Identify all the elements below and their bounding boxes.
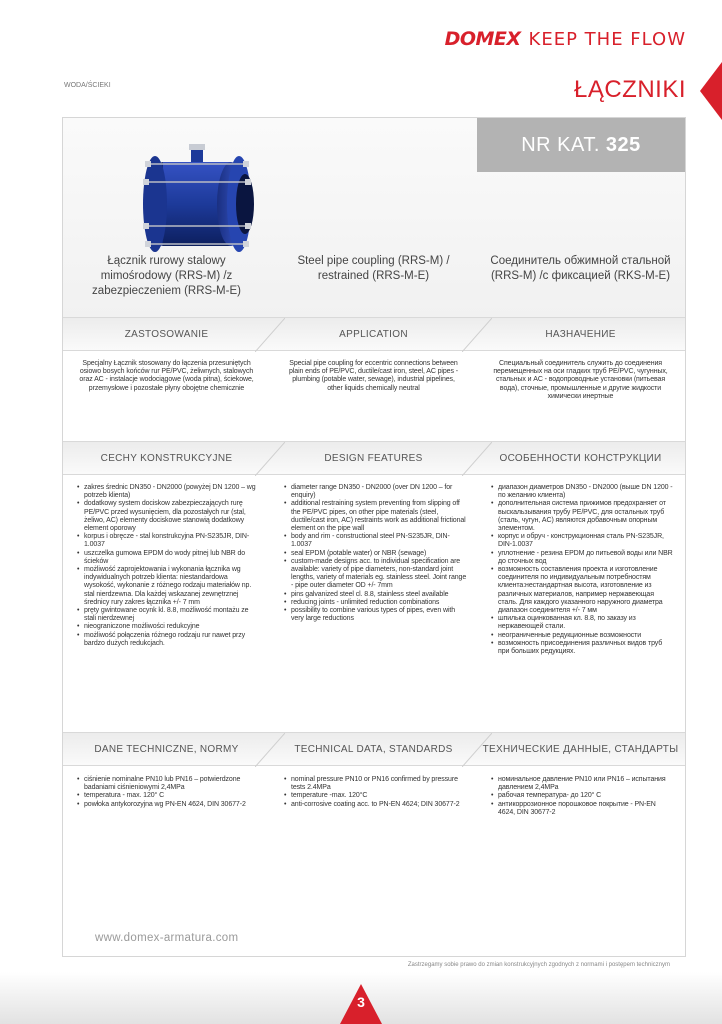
technical-title-ru: ТЕХНИЧЕСКИЕ ДАННЫЕ, СТАНДАРТЫ bbox=[482, 743, 679, 755]
design-header-band bbox=[63, 441, 685, 475]
disclaimer: Zastrzegamy sobie prawo do zmian konstrukcyjnych zgodnych z normami i postępem technicznym bbox=[407, 962, 670, 968]
list-item: • dodatkowy system dociskow zabezpieczających rurę PE/PVC przed wysunięciem, dla pozostałych rur (stal, żeliwo, AC) elementy dociskowe stanowią dodatkowy element oporowy bbox=[77, 500, 260, 533]
list-item: • additional restraining system preventing from slipping off the PE/PVC pipes, on other pipe materials (steel, ductile/cast iron, AC) restraints work as additional frictional element on the pipe wall bbox=[284, 500, 467, 533]
top-bar bbox=[0, 0, 722, 82]
product-name-en: Steel pipe coupling (RRS-M) / restrained (RRS-M-E) bbox=[297, 255, 450, 282]
technical-list-pl bbox=[77, 776, 260, 809]
list-item: • custom-made designs acc. to individual specification are available: variety of pipe diameters, non-standard joint lengths, variety of materials eg. stainless steel. Joint range - pipe outer diameter OD +/- 7mm bbox=[284, 558, 467, 591]
application-title-ru: НАЗНАЧЕНИЕ bbox=[545, 328, 616, 340]
brand-logo: DOMEX bbox=[444, 28, 521, 50]
list-item: • temperatura - max. 120° C bbox=[77, 792, 260, 800]
band-divider-icon bbox=[462, 733, 492, 767]
page-number: 3 bbox=[357, 994, 365, 1010]
band-divider-icon bbox=[462, 442, 492, 476]
list-item: • корпус и обруч - конструкционная сталь PN-S235JR, DIN-1.0037 bbox=[491, 533, 674, 549]
design-body bbox=[63, 478, 685, 656]
catalog-number-box bbox=[477, 118, 685, 172]
list-item: • диапазон диаметров DN350 - DN2000 (выше DN 1200 - по желанию клиента) bbox=[491, 484, 674, 500]
list-item: • pins galvanized steel cl. 8.8, stainless steel available bbox=[284, 591, 467, 599]
technical-header-band bbox=[63, 732, 685, 766]
application-text-ru: Специальный соединитель служить до соединения перемещенных на оси гладких труб PE/PVC, чугунных, стальных и AC - водопроводные установки (питьевая вода), сточные, промышленные и другие жидкости химически инертные bbox=[493, 360, 668, 400]
technical-title-pl: DANE TECHNICZNE, NORMY bbox=[94, 743, 239, 755]
list-item: • body and rim - constructional steel PN-S235JR, DIN-1.0037 bbox=[284, 533, 467, 549]
design-list-pl bbox=[77, 484, 260, 648]
band-divider-icon bbox=[255, 733, 285, 767]
technical-body bbox=[63, 770, 685, 817]
list-item: • zakres średnic DN350 - DN2000 (powyżej DN 1200 – wg potrzeb klienta) bbox=[77, 484, 260, 500]
list-item: • рабочая температура- до 120° C bbox=[491, 792, 674, 800]
list-item: • возможность составления проекта и изготовление соединителя по индивидуальным потребностям клиента:нестандартная высота, изготовление из различных материалов, например нержавеющая сталь. Для каждого указанного наружного диаметра диапазон соединителя +/- 7 мм bbox=[491, 566, 674, 615]
product-name-ru: Соединитель обжимной стальной (RRS-M) /с фиксацией (RKS-M-E) bbox=[490, 255, 671, 282]
band-divider-icon bbox=[462, 318, 492, 352]
brand bbox=[445, 28, 686, 50]
list-item: • uszczelka gumowa EPDM do wody pitnej lub NBR do ścieków bbox=[77, 550, 260, 566]
application-title-pl: ZASTOSOWANIE bbox=[124, 328, 209, 340]
application-text-en: Special pipe coupling for eccentric connections between plain ends of PE/PVC, ductile/cast iron, steel, AC pipes - plumbing (potable water, sewage), industrial pipelines, other liquids chemically neutral bbox=[289, 360, 458, 392]
list-item: • возможность присоединения различных видов труб при больших редукциях. bbox=[491, 640, 674, 656]
list-item: • możliwość połączenia różnego rodzaju rur nawet przy bardzo dużych redukcjach. bbox=[77, 632, 260, 648]
technical-list-en bbox=[284, 776, 467, 809]
design-list-ru bbox=[491, 484, 674, 656]
datasheet-card bbox=[62, 117, 686, 957]
website-link[interactable]: www.domex-armatura.com bbox=[95, 932, 239, 944]
application-header-band bbox=[63, 317, 685, 351]
list-item: • уплотнение - резина EPDM до питьевой воды или NBR до сточных вод bbox=[491, 550, 674, 566]
list-item: • możliwość zaprojektowania i wykonania łącznika wg indywidualnych potrzeb klienta: niestandardowa wysokość, wykonanie z różnego rodzaju materiałów np. stal nierdzewna. Dla każdej wskazanej zewnętrznej średnicy rury zakres łącznika +/- 7 mm bbox=[77, 566, 260, 607]
page-title: ŁĄCZNIKI bbox=[573, 76, 686, 103]
product-name-pl: Łącznik rurowy stalowy mimośrodowy (RRS-M) /z zabezpieczeniem (RRS-M-E) bbox=[92, 255, 241, 297]
list-item: • reducing joints - unlimited reduction combinations bbox=[284, 599, 467, 607]
side-tab-arrow-icon bbox=[700, 62, 722, 120]
brand-tagline: KEEP THE FLOW bbox=[528, 29, 686, 50]
list-item: • неограниченные редукционные возможности bbox=[491, 632, 674, 640]
list-item: • дополнительная система прижимов предохраняет от выскальзывания трубу PE/PVC, для остальных труб (сталь, чугун, AC) являются добавочным опорным элементом. bbox=[491, 500, 674, 533]
list-item: • шпилька оцинкованная кл. 8.8, по заказу из нержавеющей стали. bbox=[491, 615, 674, 631]
list-item: • nieograniczone możliwości redukcyjne bbox=[77, 623, 260, 631]
band-divider-icon bbox=[255, 442, 285, 476]
list-item: • ciśnienie nominalne PN10 lub PN16 – potwierdzone badaniami ciśnieniowymi 2,4MPa bbox=[77, 776, 260, 792]
list-item: • антикоррозионное порошковое покрытие - PN-EN 4624, DIN 30677-2 bbox=[491, 801, 674, 817]
list-item: • powłoka antykorozyjna wg PN-EN 4624, DIN 30677-2 bbox=[77, 801, 260, 809]
list-item: • seal EPDM (potable water) or NBR (sewage) bbox=[284, 550, 467, 558]
list-item: • pręty gwintowane ocynk kl. 8.8, możliwość montażu ze stali nierdzewnej bbox=[77, 607, 260, 623]
design-title-ru: ОСОБЕННОСТИ КОНСТРУКЦИИ bbox=[499, 452, 662, 464]
list-item: • korpus i obręcze - stal konstrukcyjna PN-S235JR, DIN-1.0037 bbox=[77, 533, 260, 549]
list-item: • diameter range DN350 - DN2000 (over DN 1200 – for enquiry) bbox=[284, 484, 467, 500]
page-number-badge bbox=[340, 984, 382, 1024]
product-area bbox=[63, 118, 685, 318]
design-list-en bbox=[284, 484, 467, 623]
band-divider-icon bbox=[255, 318, 285, 352]
list-item: • nominal pressure PN10 or PN16 confirmed by pressure tests 2.4MPa bbox=[284, 776, 467, 792]
category-label: WODA/ŚCIEKI bbox=[64, 82, 111, 89]
application-body bbox=[63, 354, 685, 401]
list-item: • temperature -max. 120°C bbox=[284, 792, 467, 800]
catalog-number: 325 bbox=[605, 133, 641, 156]
technical-title-en: TECHNICAL DATA, STANDARDS bbox=[294, 743, 453, 755]
product-names bbox=[63, 254, 685, 299]
pipe-coupling-image bbox=[105, 138, 285, 256]
catalog-label: NR KAT. bbox=[521, 133, 600, 156]
design-title-pl: CECHY KONSTRUKCYJNE bbox=[100, 452, 233, 464]
technical-list-ru bbox=[491, 776, 674, 817]
design-title-en: DESIGN FEATURES bbox=[324, 452, 423, 464]
list-item: • anti-corrosive coating acc. to PN-EN 4624; DIN 30677-2 bbox=[284, 801, 467, 809]
application-title-en: APPLICATION bbox=[339, 328, 408, 340]
list-item: • номинальное давление PN10 или PN16 – испытания давлением 2,4MPa bbox=[491, 776, 674, 792]
list-item: • possibility to combine various types of pipes, even with very large reductions bbox=[284, 607, 467, 623]
application-text-pl: Specjalny Łącznik stosowany do łączenia przesuniętych osiowo bosych końców rur PE/PVC, żeliwnych, stalowych oraz AC - instalacje wodociągowe (woda pitna), ściekowe, przemysłowe i pozostałe płyny obojętne chemicznie bbox=[79, 360, 254, 392]
